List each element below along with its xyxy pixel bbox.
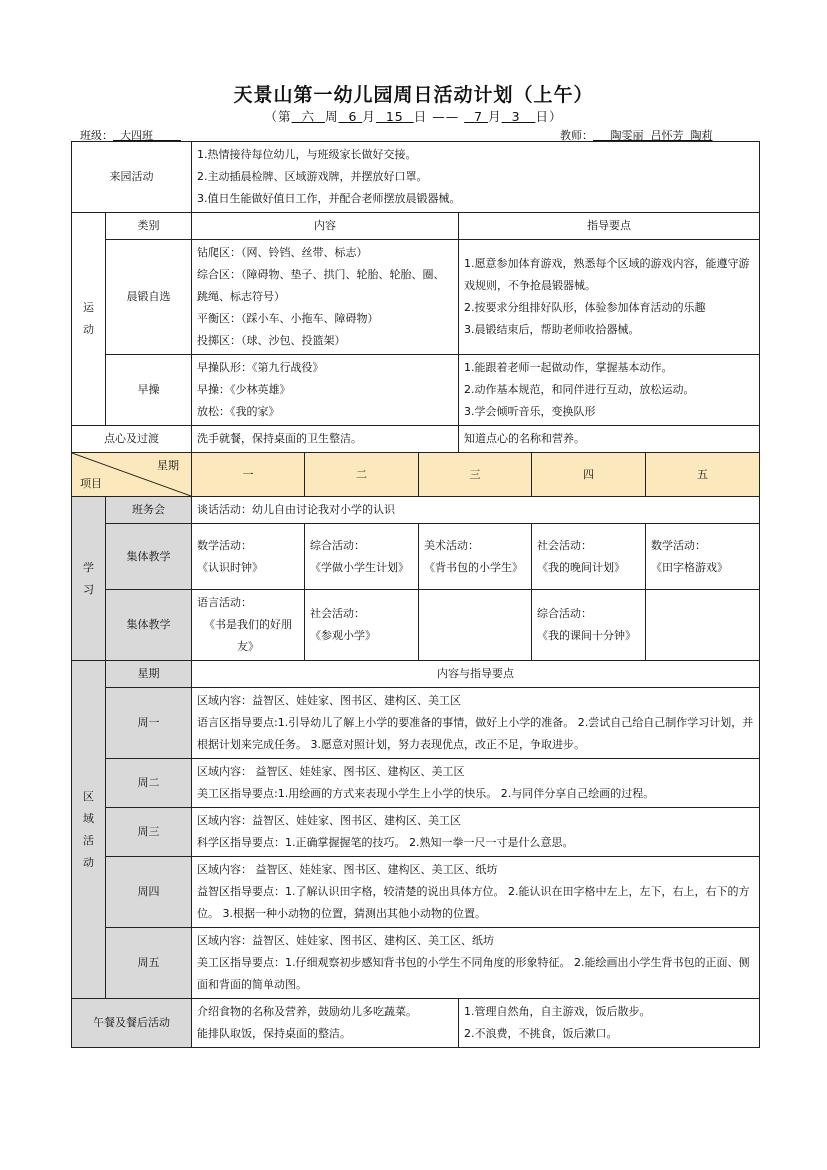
- area-day-content: 区域内容： 益智区、娃娃家、图书区、建构区、美工区、纸坊 益智区指导要点：1.了解认识田字格，较清楚的说出具体方位。 2.能认识在田字格中左上，左下，右上，右下的方位。 3.根据一种小动物的位置，猜测出其他小动物的位置。: [192, 857, 760, 928]
- group2-thu: 综合活动： 《我的课间十分钟》: [532, 590, 646, 661]
- group-teaching-row-2: [72, 590, 760, 661]
- start-day: 15: [385, 109, 404, 124]
- teacher-value: 陶雯丽 吕怀芳 陶莉: [610, 129, 713, 142]
- area-header-row: [72, 661, 760, 688]
- area-day-label: 周五: [106, 928, 192, 999]
- teacher-label: 教师：: [560, 129, 593, 142]
- lunch-guide: 1.管理自然角，自主游戏，饭后散步。 2.不浪费，不挑食，饭后漱口。: [459, 999, 760, 1048]
- guide-line: 2.动作基本规范，和同伴进行互动，放松运动。: [464, 383, 695, 396]
- weekday-wed: 三: [419, 453, 532, 497]
- group1-fri: 数学活动： 《田字格游戏》: [646, 524, 760, 590]
- study-label: 学习: [72, 497, 106, 661]
- week-word: 周: [324, 109, 339, 124]
- group2-fri: [646, 590, 760, 661]
- morning-exercise-content: [192, 240, 459, 355]
- area-day-label: 周一: [106, 688, 192, 759]
- guide-line: 3.学会倾听音乐，变换队形: [464, 405, 596, 418]
- page-title: 天景山第一幼儿园周日活动计划（上午）: [233, 84, 594, 106]
- area-row-fri: [72, 928, 760, 999]
- area-row-wed: [72, 808, 760, 857]
- day-word: 日: [413, 109, 428, 124]
- sport-label: 运动: [72, 213, 106, 426]
- class-label: 班级：: [80, 129, 113, 142]
- end-day: 3: [511, 109, 521, 124]
- lunch-row: [72, 999, 760, 1048]
- weekday-mon: 一: [192, 453, 305, 497]
- weekday-header-row: [72, 453, 760, 497]
- content-line: 综合区：（障碍物、垫子、拱门、轮胎、轮胎、圈、跳绳、标志符号）: [197, 268, 445, 303]
- class-meeting-row: [72, 497, 760, 524]
- class-meeting-content: 谈话活动：幼儿自由讨论我对小学的认识: [192, 497, 760, 524]
- area-day-content: 区域内容： 益智区、娃娃家、图书区、建构区、美工区 美工区指导要点:1.用绘画的方式来表现小学生上小学的快乐。 2.与同伴分享自己绘画的过程。: [192, 759, 760, 808]
- sport-header-row: [72, 213, 760, 240]
- group-teaching-label: 集体教学: [106, 524, 192, 590]
- category-header: 类别: [106, 213, 192, 240]
- area-day-label: 周四: [106, 857, 192, 928]
- paren-close: 日）: [535, 109, 563, 124]
- group-teaching-label-2: 集体教学: [106, 590, 192, 661]
- snack-content: 洗手就餐，保持桌面的卫生整洁。: [192, 426, 459, 453]
- area-day-content: 区域内容：益智区、娃娃家、图书区、建构区、美工区 语言区指导要点:1.引导幼儿了解上小学的要准备的事情，做好上小学的准备。 2.尝试自己给自己制作学习计划，并根据计划来完成任务。 3.愿意对照计划，努力表现优点，改正不足，争取进步。: [192, 688, 760, 759]
- morning-drill-row: [72, 355, 760, 426]
- corner-item-label: 项目: [80, 477, 102, 490]
- weekday-fri: 五: [646, 453, 760, 497]
- end-month: 7: [474, 109, 484, 124]
- group2-tue: 社会活动： 《参观小学》: [305, 590, 419, 661]
- morning-exercise-row: [72, 240, 760, 355]
- group1-mon: 数学活动： 《认识时钟》: [192, 524, 305, 590]
- content-line: 早操队形：《第九行战役》: [197, 361, 324, 374]
- area-day-content: 区域内容：益智区、娃娃家、图书区、建构区、美工区、纸坊 美工区指导要点：1.仔细观察初步感知背书包的小学生不同角度的形象特征。 2.能绘画出小学生背书包的正面、侧面和背面的简单动图。: [192, 928, 760, 999]
- area-row-mon: [72, 688, 760, 759]
- weekday-thu: 四: [532, 453, 646, 497]
- range-dash: ——: [432, 109, 460, 124]
- group-teaching-row-1: [72, 524, 760, 590]
- area-row-tue: [72, 759, 760, 808]
- group2-wed: [419, 590, 532, 661]
- class-meeting-label: 班务会: [106, 497, 192, 524]
- area-day-header: 星期: [106, 661, 192, 688]
- snack-label: 点心及过渡: [72, 426, 192, 453]
- snack-guide: 知道点心的名称和营养。: [459, 426, 760, 453]
- start-month: 6: [348, 109, 358, 124]
- weekday-corner-cell: [72, 453, 192, 497]
- class-value: 大四班: [120, 129, 153, 142]
- arrival-line: 3.值日生能做好值日工作，并配合老师摆放晨锻器械。: [197, 192, 461, 205]
- lunch-content: 介绍食物的名称及营养，鼓励幼儿多吃蔬菜。 能排队取饭，保持桌面的整洁。: [192, 999, 459, 1048]
- guide-line: 2.按要求分组排好队形，体验参加体育活动的乐趣: [464, 301, 706, 314]
- arrival-row: [72, 142, 760, 213]
- area-day-label: 周三: [106, 808, 192, 857]
- month-word-2: 月: [488, 109, 502, 124]
- arrival-content: [192, 142, 760, 213]
- group1-thu: 社会活动： 《我的晚间计划》: [532, 524, 646, 590]
- arrival-line: 1.热情接待每位幼儿，与班级家长做好交接。: [197, 148, 417, 161]
- area-label: 区域活动: [72, 661, 106, 999]
- morning-drill-label: 早操: [106, 355, 192, 426]
- area-row-thu: [72, 857, 760, 928]
- guide-header: 指导要点: [459, 213, 760, 240]
- content-line: 投掷区：（球、沙包、投篮架）: [197, 334, 346, 347]
- morning-exercise-label: 晨锻自选: [106, 240, 192, 355]
- content-line: 钻爬区：（网、铃铛、丝带、标志）: [197, 246, 368, 259]
- corner-weekday-label: 星期: [157, 459, 179, 472]
- arrival-label: 来园活动: [72, 142, 192, 213]
- guide-line: 1.愿意参加体育游戏，熟悉每个区域的游戏内容，能遵守游戏规则，不争抢晨锻器械。: [464, 257, 750, 292]
- area-day-content: 区域内容：益智区、娃娃家、图书区、建构区、美工区 科学区指导要点：1.正确掌握握笔的技巧。 2.熟知一拳一尺一寸是什么意思。: [192, 808, 760, 857]
- morning-drill-guide: [459, 355, 760, 426]
- guide-line: 3.晨锻结束后，帮助老师收拾器械。: [464, 323, 640, 336]
- content-line: 平衡区：（踩小车、小拖车、障碍物）: [197, 312, 379, 325]
- morning-drill-content: [192, 355, 459, 426]
- content-header: 内容: [192, 213, 459, 240]
- group1-wed: 美术活动： 《背书包的小学生》: [419, 524, 532, 590]
- week-number: 六: [301, 109, 316, 124]
- snack-row: [72, 426, 760, 453]
- weekday-tue: 二: [305, 453, 419, 497]
- arrival-line: 2.主动插晨检牌、区域游戏牌，并摆放好口罩。: [197, 170, 428, 183]
- area-content-header: 内容与指导要点: [192, 661, 760, 688]
- content-line: 早操：《少林英雄》: [197, 383, 291, 396]
- group1-tue: 综合活动： 《学做小学生计划》: [305, 524, 419, 590]
- guide-line: 1.能跟着老师一起做动作，掌握基本动作。: [464, 361, 673, 374]
- month-word: 月: [362, 109, 376, 124]
- activity-plan-table: [71, 141, 760, 1048]
- paren-open: （第: [264, 109, 292, 124]
- lunch-label: 午餐及餐后活动: [72, 999, 192, 1048]
- content-line: 放松：《我的家》: [197, 405, 280, 418]
- date-range: [0, 107, 827, 125]
- area-day-label: 周二: [106, 759, 192, 808]
- group2-mon: 语言活动： 《书是我们的好朋友》: [192, 590, 305, 661]
- morning-exercise-guide: [459, 240, 760, 355]
